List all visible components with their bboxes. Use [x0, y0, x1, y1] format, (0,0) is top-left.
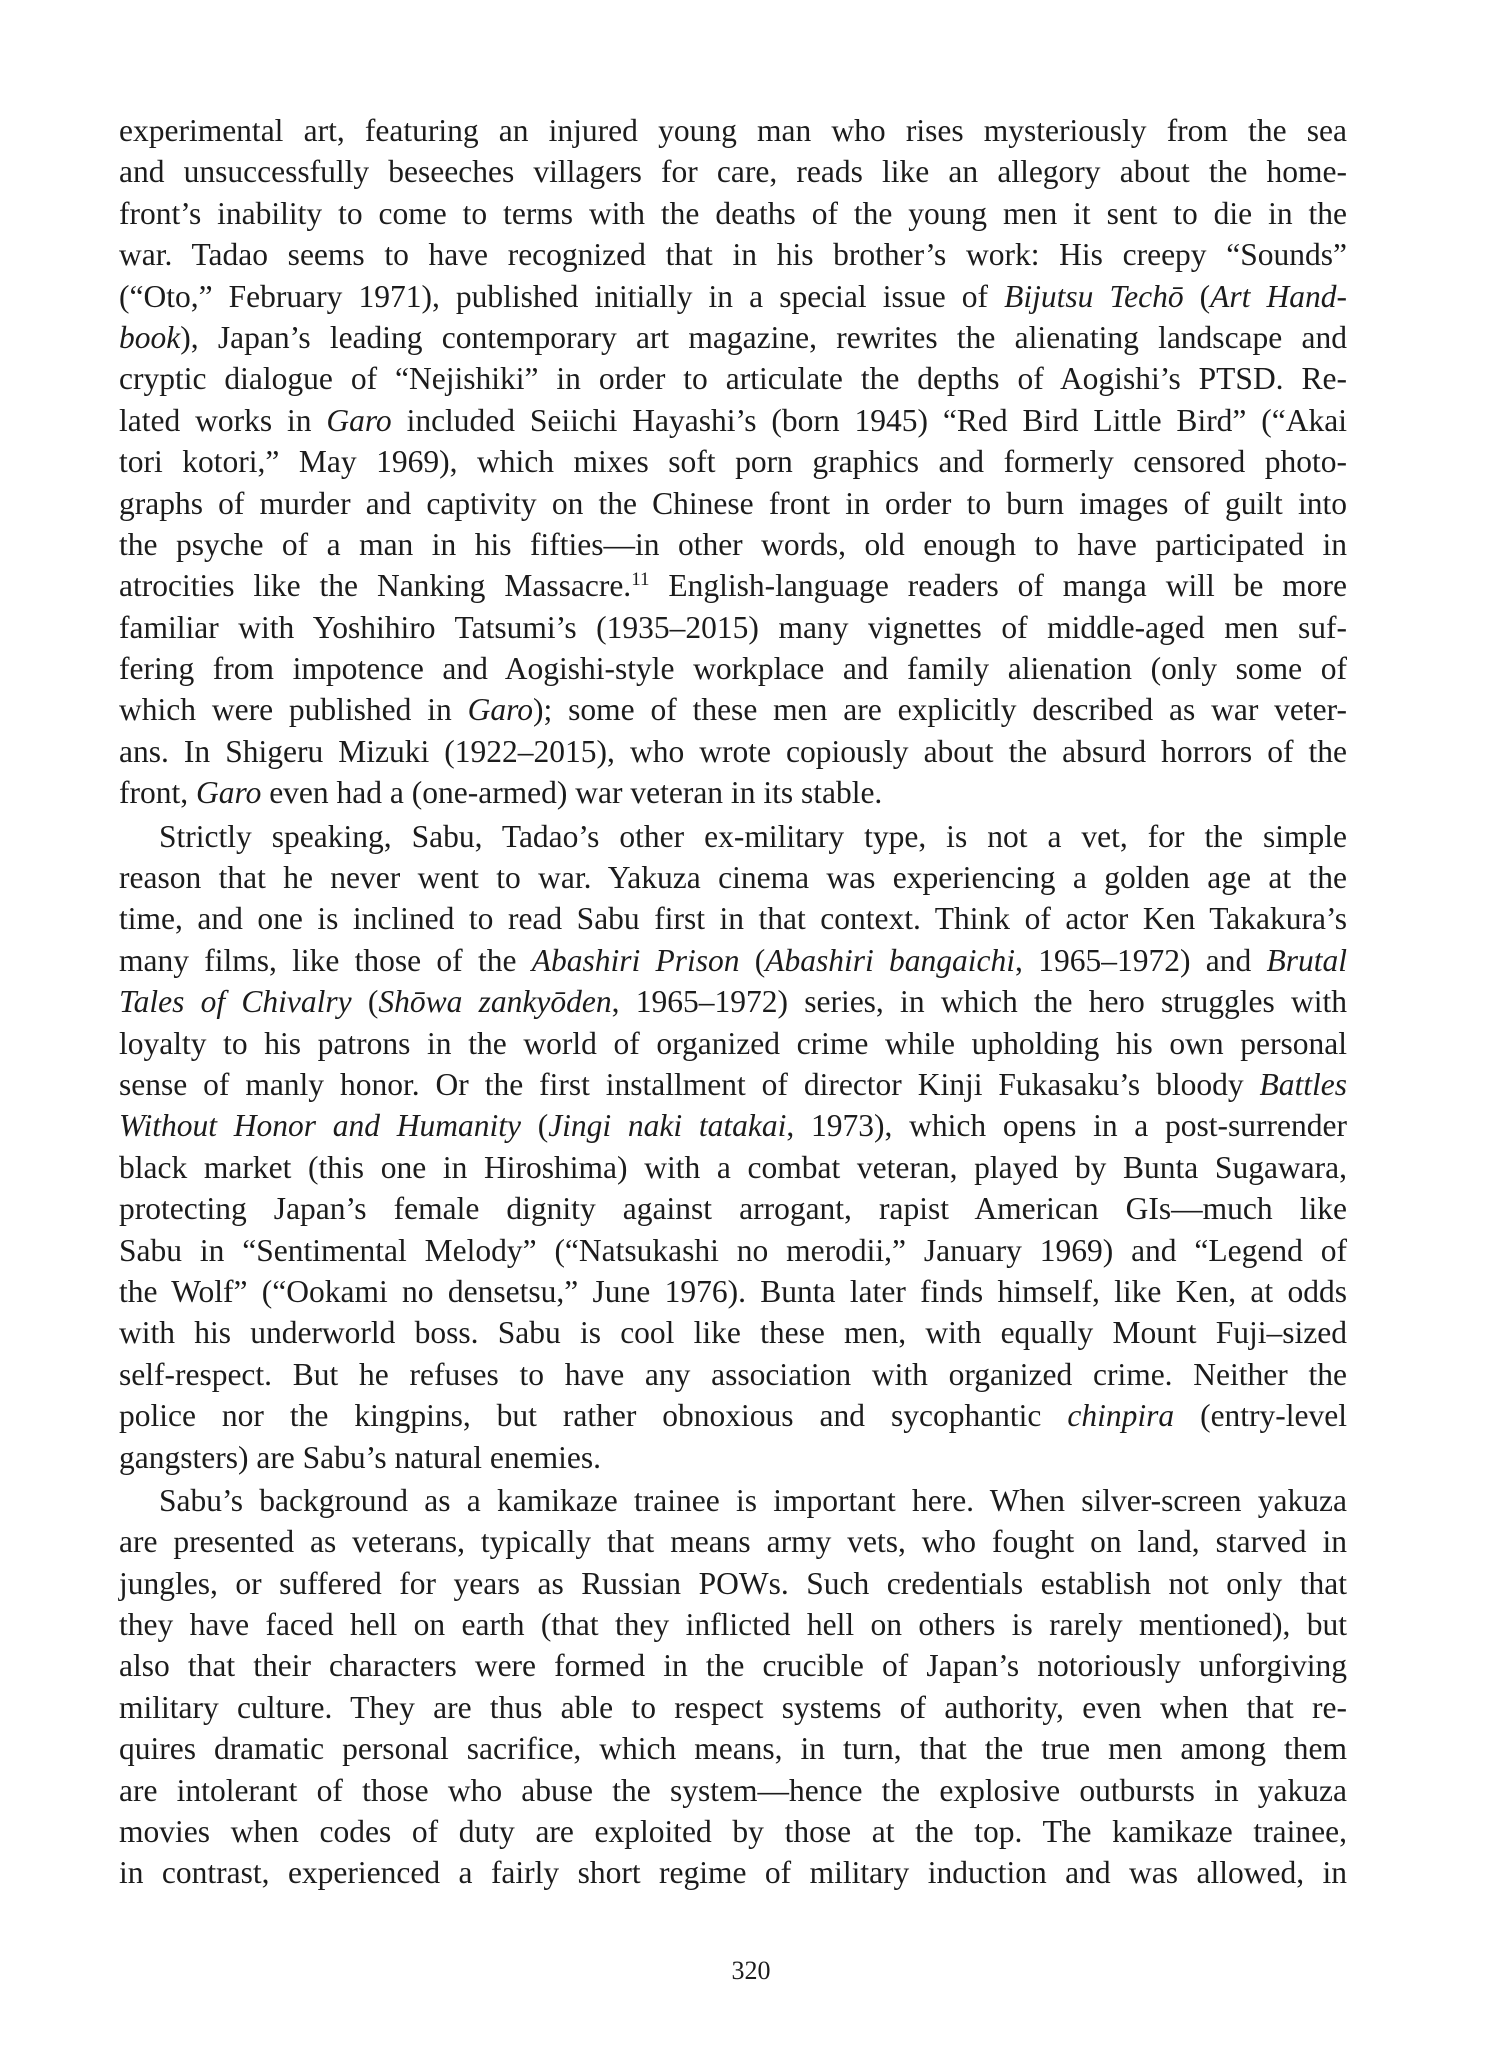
text-line: [119, 317, 1347, 358]
italic-title: Art Hand-: [1210, 278, 1347, 314]
text-line: [119, 151, 1347, 192]
text-span: English-language readers of manga will be more: [649, 568, 1348, 604]
text-span: reason that he never went to war. Yakuza cinema was experiencing a golden age at the: [119, 860, 1347, 896]
text-span: the Wolf” (“Ookami no densetsu,” June 1976). Bunta later finds himself, like Ken, at odds: [119, 1273, 1347, 1309]
text-span: , 1973), which opens in a post-surrender: [786, 1108, 1347, 1144]
text-line: [119, 1023, 1347, 1064]
text-line: [119, 1563, 1347, 1604]
text-span: which were published in: [119, 692, 468, 728]
body-text: [119, 110, 1347, 1894]
text-span: military culture. They are thus able to respect systems of authority, even when that re-: [119, 1689, 1347, 1725]
italic-title: Abashiri bangaichi: [765, 942, 1016, 978]
text-span: they have faced hell on earth (that they inflicted hell on others is rarely mentioned), but: [119, 1607, 1347, 1643]
text-span: are intolerant of those who abuse the system—hence the explosive outbursts in yakuza: [119, 1772, 1347, 1808]
text-span: front’s inability to come to terms with the deaths of the young men it sent to die in the: [119, 195, 1347, 231]
text-line: [119, 1105, 1347, 1146]
text-span: time, and one is inclined to read Sabu first in that context. Think of actor Ken Takakura’s: [119, 901, 1347, 937]
text-line: [119, 1271, 1347, 1312]
text-span: police nor the kingpins, but rather obnoxious and sycophantic: [119, 1398, 1068, 1434]
text-line: [119, 816, 1347, 857]
text-line: [119, 1645, 1347, 1686]
text-span: (: [351, 984, 379, 1020]
paragraph: [119, 1480, 1347, 1894]
text-line: [119, 1811, 1347, 1852]
italic-title: Shōwa zankyōden: [378, 984, 612, 1020]
text-line: [119, 1064, 1347, 1105]
text-span: many films, like those of the: [119, 942, 532, 978]
text-span: quires dramatic personal sacrifice, which means, in turn, that the true men among them: [119, 1731, 1347, 1767]
text-line: [119, 400, 1347, 441]
text-line: [119, 1437, 1347, 1478]
text-line: [119, 358, 1347, 399]
text-line: [119, 524, 1347, 565]
text-line: [119, 1230, 1347, 1271]
text-line: [119, 1604, 1347, 1645]
italic-title: Garo: [195, 775, 262, 811]
italic-title: Bijutsu Techō: [1004, 278, 1184, 314]
text-span: , 1965–1972) series, in which the hero struggles with: [611, 984, 1348, 1020]
italic-title: Garo: [467, 692, 533, 728]
italic-title: Brutal: [1266, 942, 1347, 978]
italic-title: Jingi naki tatakai: [548, 1108, 787, 1144]
text-line: [119, 276, 1347, 317]
text-line: [119, 1687, 1347, 1728]
text-line: [119, 565, 1347, 606]
text-line: [119, 483, 1347, 524]
text-span: (entry-level: [1174, 1398, 1348, 1434]
text-span: gangsters) are Sabu’s natural enemies.: [119, 1439, 601, 1475]
text-span: black market (this one in Hiroshima) with a combat veteran, played by Bunta Sugawara,: [119, 1149, 1347, 1185]
text-line: [119, 1395, 1347, 1436]
text-line: [119, 1354, 1347, 1395]
italic-title: Battles: [1259, 1066, 1347, 1102]
text-span: tori kotori,” May 1969), which mixes soft porn graphics and formerly censored photo-: [119, 444, 1347, 480]
text-line: [119, 940, 1347, 981]
paragraph: [119, 816, 1347, 1478]
text-span: cryptic dialogue of “Nejishiki” in order to articulate the depths of Aogishi’s PTSD. Re-: [119, 361, 1347, 397]
text-span: movies when codes of duty are exploited by those at the top. The kamikaze trainee,: [119, 1814, 1347, 1850]
text-line: [119, 772, 1347, 813]
text-span: ans. In Shigeru Mizuki (1922–2015), who wrote copiously about the absurd horrors of the: [119, 733, 1347, 769]
text-line: [119, 981, 1347, 1022]
text-span: are presented as veterans, typically that means army vets, who fought on land, starved in: [119, 1524, 1347, 1560]
page-number: 320: [731, 1956, 771, 1985]
footnote-ref: 11: [631, 569, 650, 591]
text-line: [119, 441, 1347, 482]
text-span: loyalty to his patrons in the world of organized crime while upholding his own personal: [119, 1025, 1347, 1061]
text-span: (: [1183, 278, 1211, 314]
text-line: [119, 1852, 1347, 1893]
italic-title: Garo: [326, 402, 392, 438]
text-span: and unsuccessfully beseeches villagers for care, reads like an allegory about the home-: [119, 154, 1347, 190]
text-line: [119, 857, 1347, 898]
text-span: also that their characters were formed in the crucible of Japan’s notoriously unforgiving: [119, 1648, 1347, 1684]
text-span: ); some of these men are explicitly described as war veter-: [533, 692, 1347, 728]
text-span: , 1965–1972) and: [1015, 942, 1267, 978]
text-line: [119, 1188, 1347, 1229]
text-span: graphs of murder and captivity on the Chinese front in order to burn images of guilt into: [119, 485, 1347, 521]
text-span: (“Oto,” February 1971), published initially in a special issue of: [119, 278, 1005, 314]
text-span: war. Tadao seems to have recognized that in his brother’s work: His creepy “Sounds”: [119, 237, 1347, 273]
text-line: [119, 1521, 1347, 1562]
text-span: familiar with Yoshihiro Tatsumi’s (1935–2015) many vignettes of middle-aged men suf-: [119, 609, 1347, 645]
paragraph: [119, 110, 1347, 814]
text-span: the psyche of a man in his fifties—in other words, old enough to have participated in: [119, 526, 1347, 562]
text-span: Strictly speaking, Sabu, Tadao’s other ex-military type, is not a vet, for the simple: [159, 818, 1347, 854]
text-line: [119, 1312, 1347, 1353]
text-span: front,: [119, 775, 196, 811]
text-span: self-respect. But he refuses to have any association with organized crime. Neither the: [119, 1356, 1347, 1392]
italic-title: book: [119, 319, 181, 355]
text-span: fering from impotence and Aogishi-style workplace and family alienation (only some of: [119, 651, 1347, 687]
text-span: even had a (one-armed) war veteran in its stable.: [261, 775, 883, 811]
text-span: protecting Japan’s female dignity against arrogant, rapist American GIs—much like: [119, 1191, 1347, 1227]
italic-title: chinpira: [1067, 1398, 1175, 1434]
text-span: experimental art, featuring an injured young man who rises mysteriously from the sea: [119, 113, 1347, 148]
text-span: sense of manly honor. Or the first installment of director Kinji Fukasaku’s bloody: [119, 1066, 1260, 1102]
text-span: in contrast, experienced a fairly short regime of military induction and was allowed, in: [119, 1855, 1347, 1891]
text-line: [119, 1480, 1347, 1521]
text-span: included Seiichi Hayashi’s (born 1945) “Red Bird Little Bird” (“Akai: [391, 402, 1347, 438]
text-span: jungles, or suffered for years as Russian POWs. Such credentials establish not only that: [119, 1565, 1347, 1601]
text-line: [119, 1147, 1347, 1188]
text-span: Sabu’s background as a kamikaze trainee is important here. When silver-screen yakuza: [159, 1482, 1347, 1518]
text-span: Sabu in “Sentimental Melody” (“Natsukashi no merodii,” January 1969) and “Legend of: [119, 1232, 1347, 1268]
text-span: lated works in: [119, 402, 327, 438]
text-span: with his underworld boss. Sabu is cool like these men, with equally Mount Fuji–sized: [119, 1315, 1347, 1351]
italic-title: Tales of Chivalry: [119, 984, 352, 1020]
text-span: atrocities like the Nanking Massacre.: [119, 568, 632, 604]
text-line: [119, 731, 1347, 772]
text-span: (: [520, 1108, 549, 1144]
text-line: [119, 1728, 1347, 1769]
italic-title: Abashiri Prison: [531, 942, 740, 978]
text-span: ), Japan’s leading contemporary art magazine, rewrites the alienating landscape and: [180, 319, 1347, 355]
text-line: [119, 898, 1347, 939]
italic-title: Without Honor and Humanity: [119, 1108, 521, 1144]
text-line: [119, 1770, 1347, 1811]
text-line: [119, 689, 1347, 730]
text-line: [119, 234, 1347, 275]
text-span: (: [739, 942, 766, 978]
text-line: [119, 193, 1347, 234]
text-line: [119, 110, 1347, 151]
text-line: [119, 648, 1347, 689]
text-line: [119, 607, 1347, 648]
